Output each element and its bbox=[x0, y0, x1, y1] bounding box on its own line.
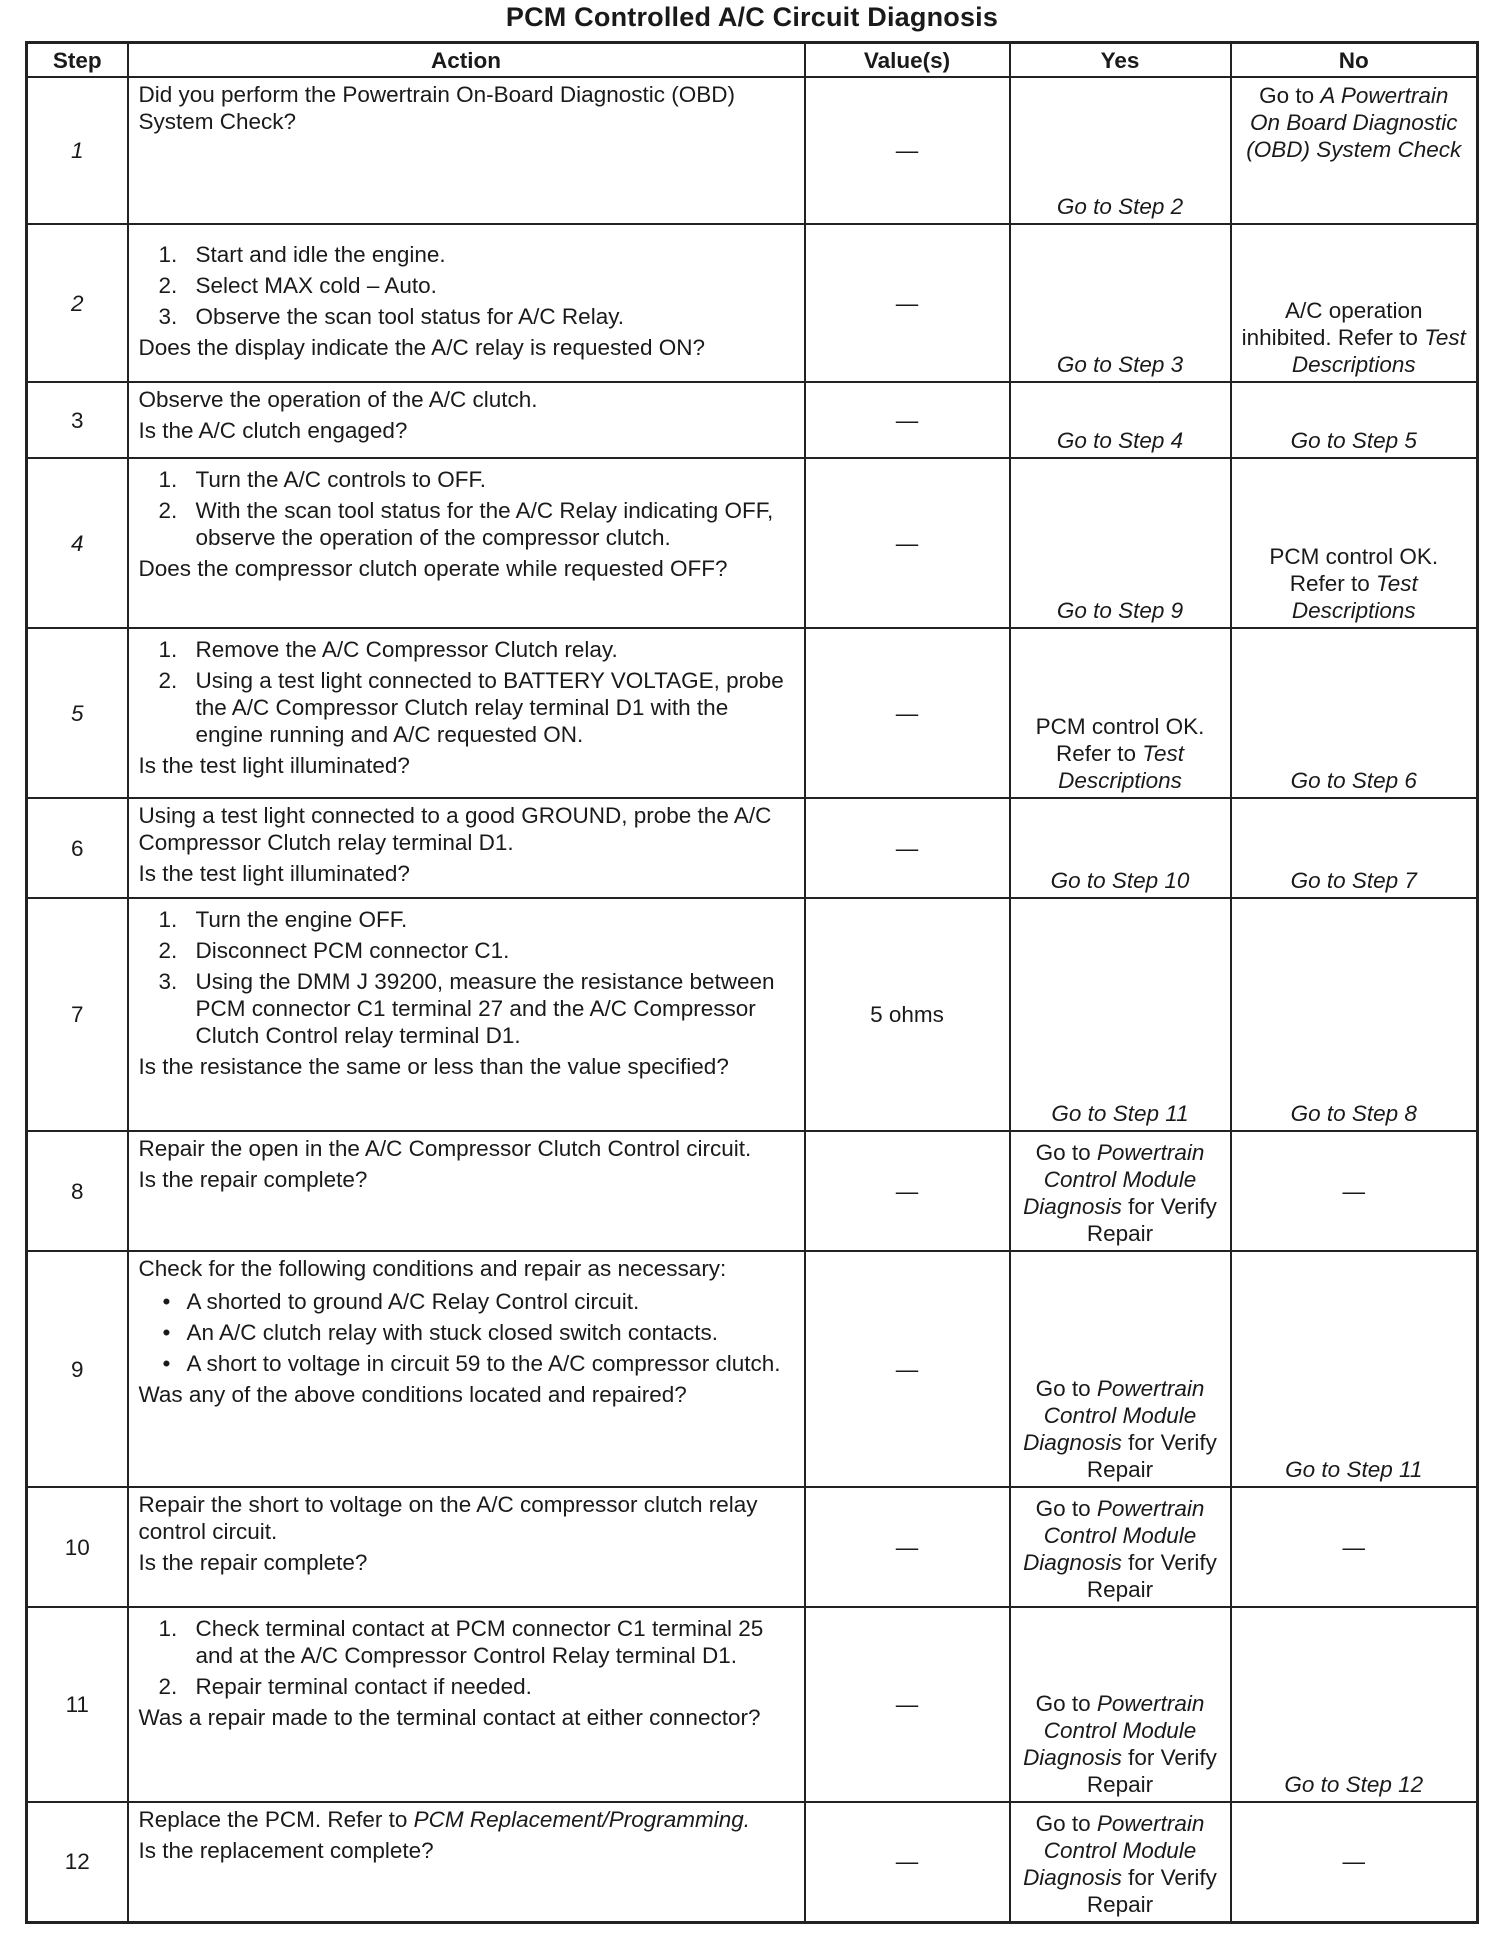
value-cell: — bbox=[805, 77, 1010, 224]
no-cell bbox=[1231, 224, 1478, 382]
action-cell bbox=[128, 458, 805, 628]
yes-suffix: for Verify Repair bbox=[1086, 1864, 1217, 1917]
value-cell: — bbox=[805, 382, 1010, 458]
action-text: Check for the following conditions and repair as necessary: bbox=[138, 1256, 727, 1281]
table-row bbox=[27, 1802, 1478, 1922]
yes-cell bbox=[1010, 1802, 1231, 1922]
action-item: 1. Turn the engine OFF. bbox=[158, 907, 408, 932]
no-cell bbox=[1231, 798, 1478, 898]
table-row bbox=[27, 1487, 1478, 1607]
action-question: Is the A/C clutch engaged? bbox=[138, 418, 408, 443]
action-header: Action bbox=[128, 43, 805, 78]
action-cell bbox=[128, 77, 805, 224]
step-number: 5 bbox=[27, 628, 128, 798]
action-text: Observe the operation of the A/C clutch. bbox=[138, 387, 538, 412]
yes-text: Go to Step 2 bbox=[1056, 194, 1184, 219]
table-row bbox=[27, 898, 1478, 1131]
no-link: Test Descriptions bbox=[1291, 571, 1418, 623]
no-prefix: Go to bbox=[1259, 83, 1315, 108]
no-text: Go to Step 5 bbox=[1290, 428, 1417, 453]
value-cell: — bbox=[805, 1251, 1010, 1487]
no-cell bbox=[1231, 1607, 1478, 1802]
action-item: 2. Disconnect PCM connector C1. bbox=[158, 938, 510, 963]
table-row bbox=[27, 1607, 1478, 1802]
yes-cell bbox=[1010, 1131, 1231, 1251]
no-cell bbox=[1231, 458, 1478, 628]
yes-cell bbox=[1010, 898, 1231, 1131]
no-text: Go to Step 6 bbox=[1290, 768, 1417, 793]
step-number: 1 bbox=[27, 77, 128, 224]
table-row bbox=[27, 224, 1478, 382]
values-header: Value(s) bbox=[805, 43, 1010, 78]
action-text: Repair the open in the A/C Compressor Clutch Control circuit. bbox=[138, 1136, 752, 1161]
table-row bbox=[27, 798, 1478, 898]
action-cell bbox=[128, 898, 805, 1131]
yes-prefix: Go to bbox=[1035, 1376, 1091, 1401]
table-row bbox=[27, 77, 1478, 224]
step-number: 4 bbox=[27, 458, 128, 628]
step-number: 6 bbox=[27, 798, 128, 898]
yes-text: Go to Step 9 bbox=[1056, 598, 1184, 623]
no-cell: — bbox=[1231, 1802, 1478, 1922]
no-text: A/C operation inhibited. Refer to bbox=[1241, 298, 1423, 350]
no-text: Go to Step 7 bbox=[1290, 868, 1417, 893]
action-text: Using a test light connected to a good GROUND, probe the A/C Compressor Clutch relay terminal D1. bbox=[138, 803, 772, 855]
step-number: 8 bbox=[27, 1131, 128, 1251]
action-item: 1. Turn the A/C controls to OFF. bbox=[158, 467, 487, 492]
action-item: 2. Select MAX cold – Auto. bbox=[158, 273, 437, 298]
yes-prefix: Go to bbox=[1035, 1810, 1091, 1836]
action-question: Is the repair complete? bbox=[138, 1550, 368, 1575]
action-question: Is the repair complete? bbox=[138, 1167, 368, 1192]
action-cell bbox=[128, 1251, 805, 1487]
no-cell bbox=[1231, 628, 1478, 798]
no-link: Test Descriptions bbox=[1291, 325, 1466, 377]
yes-suffix: for Verify Repair bbox=[1086, 1550, 1217, 1602]
no-cell bbox=[1231, 382, 1478, 458]
no-cell bbox=[1231, 77, 1478, 224]
yes-link: Powertrain Control Module Diagnosis bbox=[1023, 1140, 1205, 1219]
no-link: A Powertrain On Board Diagnostic (OBD) System Check bbox=[1246, 83, 1462, 162]
yes-cell bbox=[1010, 1607, 1231, 1802]
action-text: Repair the short to voltage on the A/C compressor clutch relay control circuit. bbox=[138, 1492, 758, 1544]
value-cell: 5 ohms bbox=[805, 898, 1010, 1131]
yes-suffix: for Verify Repair bbox=[1086, 1194, 1217, 1246]
header-row bbox=[27, 43, 1478, 78]
value-cell: — bbox=[805, 224, 1010, 382]
action-question: Is the test light illuminated? bbox=[138, 753, 410, 778]
value-cell: — bbox=[805, 1487, 1010, 1607]
yes-text: Go to Step 10 bbox=[1050, 868, 1190, 893]
no-cell: — bbox=[1231, 1131, 1478, 1251]
no-header: No bbox=[1231, 43, 1478, 78]
yes-cell bbox=[1010, 1251, 1231, 1487]
action-prefix: Replace the PCM. Refer to bbox=[138, 1807, 408, 1832]
action-text bbox=[139, 1806, 794, 1833]
action-question: Was any of the above conditions located and repaired? bbox=[138, 1382, 687, 1407]
yes-link: Powertrain Control Module Diagnosis bbox=[1023, 1691, 1205, 1770]
action-item: 3. Observe the scan tool status for A/C Relay. bbox=[158, 304, 625, 329]
table-row bbox=[27, 1131, 1478, 1251]
action-item: 1. Start and idle the engine. bbox=[158, 242, 446, 267]
action-item: 1. Remove the A/C Compressor Clutch relay. bbox=[158, 637, 618, 662]
action-question: Does the compressor clutch operate while requested OFF? bbox=[138, 556, 728, 581]
step-number: 10 bbox=[27, 1487, 128, 1607]
action-question: Was a repair made to the terminal contact at either connector? bbox=[138, 1705, 761, 1730]
table-row bbox=[27, 458, 1478, 628]
yes-cell bbox=[1010, 382, 1231, 458]
action-question: Is the resistance the same or less than the value specified? bbox=[138, 1054, 729, 1079]
action-item: 2. With the scan tool status for the A/C Relay indicating OFF, observe the operation of the compressor clutch. bbox=[158, 498, 774, 550]
table-row bbox=[27, 382, 1478, 458]
no-cell: — bbox=[1231, 1487, 1478, 1607]
value-cell: — bbox=[805, 1131, 1010, 1251]
action-cell bbox=[128, 382, 805, 458]
no-text: Go to Step 11 bbox=[1285, 1457, 1423, 1482]
yes-cell bbox=[1010, 224, 1231, 382]
table-row bbox=[27, 628, 1478, 798]
no-cell bbox=[1231, 1251, 1478, 1487]
action-cell bbox=[128, 798, 805, 898]
action-cell bbox=[128, 628, 805, 798]
action-question: Is the test light illuminated? bbox=[138, 861, 410, 886]
yes-text: PCM control OK. Refer to bbox=[1035, 714, 1205, 766]
diagnosis-table bbox=[25, 41, 1479, 1924]
step-number: 11 bbox=[27, 1607, 128, 1802]
action-item: 1. Check terminal contact at PCM connector C1 terminal 25 and at the A/C Compressor Control Relay terminal D1. bbox=[158, 1616, 764, 1668]
yes-cell bbox=[1010, 1487, 1231, 1607]
no-text: PCM control OK. Refer to bbox=[1269, 544, 1439, 596]
value-cell: — bbox=[805, 458, 1010, 628]
yes-text: Go to Step 11 bbox=[1051, 1101, 1189, 1126]
action-link: PCM Replacement/Programming. bbox=[413, 1807, 751, 1832]
yes-prefix: Go to bbox=[1035, 1691, 1091, 1716]
value-cell: — bbox=[805, 1802, 1010, 1922]
action-cell bbox=[128, 1802, 805, 1922]
action-cell bbox=[128, 1607, 805, 1802]
action-item: 3. Using the DMM J 39200, measure the resistance between PCM connector C1 terminal 27 and the A/C Compressor Clutch Control relay terminal D1. bbox=[158, 969, 775, 1048]
step-number: 12 bbox=[27, 1802, 128, 1922]
action-item: 2. Using a test light connected to BATTERY VOLTAGE, probe the A/C Compressor Clutch relay terminal D1 with the engine running and A/C requested ON. bbox=[158, 668, 784, 747]
yes-header: Yes bbox=[1010, 43, 1231, 78]
action-bullet: • A short to voltage in circuit 59 to the A/C compressor clutch. bbox=[162, 1351, 781, 1376]
yes-link: Powertrain Control Module Diagnosis bbox=[1023, 1376, 1205, 1455]
action-item: 2. Repair terminal contact if needed. bbox=[158, 1674, 532, 1699]
step-number: 2 bbox=[27, 224, 128, 382]
action-cell bbox=[128, 224, 805, 382]
yes-suffix: for Verify Repair bbox=[1086, 1430, 1217, 1482]
step-number: 3 bbox=[27, 382, 128, 458]
yes-link: Test Descriptions bbox=[1058, 741, 1184, 793]
yes-text: Go to Step 3 bbox=[1056, 352, 1184, 377]
yes-prefix: Go to bbox=[1035, 1140, 1091, 1165]
step-number: 7 bbox=[27, 898, 128, 1131]
action-question: Does the display indicate the A/C relay is requested ON? bbox=[138, 335, 706, 360]
step-number: 9 bbox=[27, 1251, 128, 1487]
yes-cell bbox=[1010, 798, 1231, 898]
action-cell bbox=[128, 1487, 805, 1607]
action-text: Did you perform the Powertrain On-Board Diagnostic (OBD) System Check? bbox=[138, 82, 735, 134]
yes-link: Powertrain Control Module Diagnosis bbox=[1023, 1496, 1205, 1575]
yes-prefix: Go to bbox=[1035, 1496, 1091, 1521]
action-bullet: • A shorted to ground A/C Relay Control circuit. bbox=[162, 1289, 640, 1314]
action-question: Is the replacement complete? bbox=[138, 1838, 434, 1863]
action-cell bbox=[128, 1131, 805, 1251]
no-text: Go to Step 8 bbox=[1290, 1101, 1417, 1126]
no-cell bbox=[1231, 898, 1478, 1131]
no-text: Go to Step 12 bbox=[1284, 1772, 1424, 1797]
value-cell: — bbox=[805, 1607, 1010, 1802]
yes-link: Powertrain Control Module Diagnosis bbox=[1023, 1810, 1205, 1890]
step-header: Step bbox=[27, 43, 128, 78]
yes-text: Go to Step 4 bbox=[1056, 428, 1184, 453]
yes-suffix: for Verify Repair bbox=[1086, 1745, 1217, 1797]
yes-cell bbox=[1010, 458, 1231, 628]
yes-cell bbox=[1010, 628, 1231, 798]
value-cell: — bbox=[805, 798, 1010, 898]
action-bullet: • An A/C clutch relay with stuck closed switch contacts. bbox=[162, 1320, 718, 1345]
page-title: PCM Controlled A/C Circuit Diagnosis bbox=[505, 2, 999, 32]
table-row bbox=[27, 1251, 1478, 1487]
value-cell: — bbox=[805, 628, 1010, 798]
yes-cell bbox=[1010, 77, 1231, 224]
